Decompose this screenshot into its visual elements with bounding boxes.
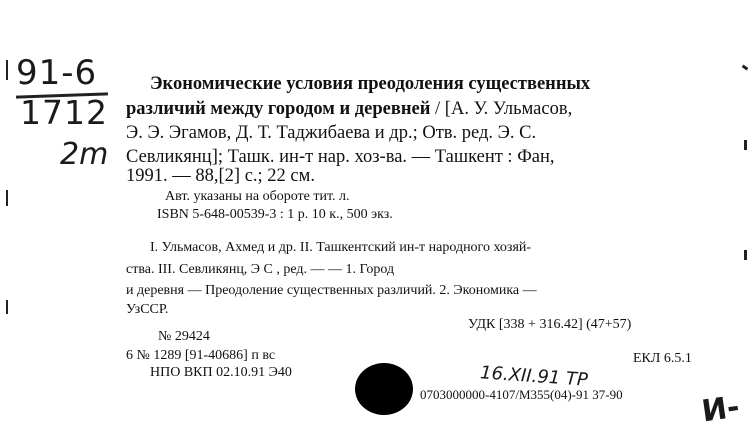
ink-blot (355, 363, 413, 415)
title-line-2-wrap (126, 100, 572, 119)
shelfmark-line-1: 91-6 (16, 53, 98, 93)
left-edge-mark (6, 190, 8, 206)
tracing-line-1: I. Ульмасов, Ахмед и др. II. Ташкентский ин-т народного хозяй- (150, 240, 532, 255)
shelfmark-note: 2m (60, 137, 109, 172)
ekl-code: ЕКЛ 6.5.1 (633, 351, 692, 366)
title-tail: / [А. У. Ульмасов, (430, 99, 573, 119)
title-line-1: Экономические условия преодоления существенных (150, 74, 591, 94)
record-number: № 29424 (158, 329, 210, 344)
order-line: 6 № 1289 [91-40686] п вс (126, 348, 276, 363)
shelfmark-line-2: 1712 (20, 93, 108, 132)
margin-mark: И- (699, 389, 742, 430)
handwritten-date: 16.XII.91 TP (479, 362, 589, 391)
body-line-3: 1991. — 88,[2] с.; 22 см. (126, 166, 315, 186)
right-edge-mark (744, 140, 747, 150)
tracing-line-3: и деревня — Преодоление существенных различий. 2. Экономика — (126, 283, 537, 298)
body-line-2: Севликянц]; Ташк. ин-т нар. хоз-ва. — Ташкент : Фан, (126, 147, 555, 167)
note-isbn: ISBN 5-648-00539-3 : 1 р. 10 к., 500 экз. (157, 207, 393, 222)
left-edge-mark (6, 300, 8, 314)
tracing-line-2: ства. III. Севликянц, Э С , ред. — — 1. Город (126, 262, 395, 277)
note-authors: Авт. указаны на обороте тит. л. (165, 189, 350, 204)
right-edge-mark (742, 65, 749, 71)
title-line-2: различий между городом и деревней (126, 99, 431, 119)
npo-line: НПО ВКП 02.10.91 Э40 (150, 365, 292, 380)
body-line-1: Э. Э. Эгамов, Д. Т. Таджибаева и др.; Отв. ред. Э. С. (126, 123, 537, 143)
left-edge-mark (6, 60, 8, 80)
udk-code: УДК [338 + 316.42] (47+57) (468, 317, 632, 332)
right-edge-mark (744, 250, 747, 260)
tracing-line-4: УзССР. (126, 302, 169, 317)
code-line: 0703000000-4107/М355(04)-91 37-90 (420, 387, 623, 402)
